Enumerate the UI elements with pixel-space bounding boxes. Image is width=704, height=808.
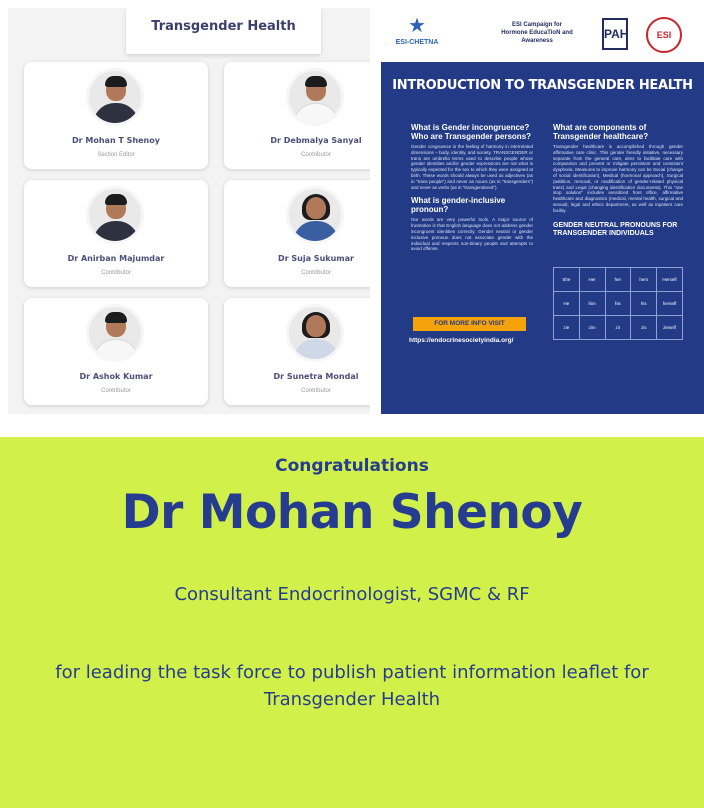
- leaflet-left-column: [411, 123, 533, 258]
- contributor-card[interactable]: [224, 180, 370, 287]
- contributor-card[interactable]: [24, 180, 208, 287]
- contributor-photo: [86, 304, 144, 362]
- table-row: [554, 292, 683, 316]
- pronoun-cell: hers: [631, 268, 657, 292]
- contributor-photo: [286, 304, 344, 362]
- leaflet-right-column: [553, 123, 683, 238]
- pronoun-body: Our words are very powerful tools. A major source of frustration is that English language does not address gender incongruent identities correctly. Gender neutral or gender inclusive pronoun does not associate gender with the individual and respects non-binary people and attempts to avoid offense.: [411, 217, 533, 252]
- contributor-role: Contributor: [101, 270, 131, 276]
- incongruence-heading: What is Gender incongruence? Who are Transgender persons?: [411, 123, 532, 141]
- pronoun-cell: zieself: [657, 316, 683, 340]
- table-row: [554, 268, 683, 292]
- contributor-role: Contributor: [301, 388, 331, 394]
- table-row: [554, 316, 683, 340]
- campaign-text: ESI Campaign for Hormone EducaTioN and Awareness: [501, 22, 573, 44]
- pronoun-cell: him: [579, 292, 605, 316]
- pah-logo: PAH: [602, 18, 628, 50]
- pronoun-cell: herself: [657, 292, 683, 316]
- award-reason: for leading the task force to publish patient information leaflet for Transgender Health: [55, 662, 649, 710]
- pronoun-cell: zis: [631, 316, 657, 340]
- contributor-card[interactable]: [24, 298, 208, 405]
- contributor-card[interactable]: [224, 298, 370, 405]
- contributor-card[interactable]: [224, 62, 370, 169]
- pronoun-cell: zie: [554, 316, 580, 340]
- leaflet-title: INTRODUCTION TO TRANSGENDER HEALTH: [392, 78, 693, 93]
- chetna-logo-text: ESI-CHETNA: [395, 39, 439, 46]
- chetna-mark-icon: ★: [408, 15, 426, 37]
- contributor-photo: [86, 68, 144, 126]
- contributor-name: Dr Ashok Kumar: [79, 372, 153, 381]
- pronoun-cell: zim: [579, 316, 605, 340]
- contributor-name: Dr Sunetra Mondal: [273, 372, 359, 381]
- pronoun-cell: Herself: [657, 268, 683, 292]
- healthcare-body: Transgender healthcare is accomplished through gender affirmative care clinic. This gender friendly initiative, necessary separate from the general care, aims to facilitate care with compassion and prevent or mitigate persistent and consistent dysphoria. Measures to improve harmony can be Social (change of social identification), Medical (hormonal approach), Surgical (addition, removal, or modification of gender-related physical traits) and Legal (changing identification documents). This "one stop solution" includes sensitized front office, affirmative healthcare and diagnostics (medical, mental health, surgical and sexual), legal and ethics department, as well as inpatient care facility.: [553, 144, 683, 213]
- contributor-photo: [286, 186, 344, 244]
- leaflet-panel: [381, 5, 704, 414]
- pronoun-table: [553, 267, 683, 340]
- contributor-role: Contributor: [301, 270, 331, 276]
- pronoun-cell: She: [554, 268, 580, 292]
- contributors-panel: [8, 8, 370, 414]
- contributor-name: Dr Suja Sukumar: [278, 254, 354, 263]
- more-info-button[interactable]: FOR MORE INFO VISIT: [413, 317, 526, 331]
- congrats-heading: Congratulations: [275, 456, 429, 476]
- esi-chetna-logo: [393, 13, 441, 46]
- contributor-photo: [286, 68, 344, 126]
- contributor-card[interactable]: [24, 62, 208, 169]
- pronoun-cell: Her: [579, 268, 605, 292]
- honoree-name: Dr Mohan Shenoy: [121, 485, 583, 540]
- pronoun-cell: He: [554, 292, 580, 316]
- pronoun-cell: zir: [605, 316, 631, 340]
- pronoun-cell: his: [605, 292, 631, 316]
- pronoun-heading: What is gender-inclusive pronoun?: [411, 196, 506, 215]
- pronoun-cell: his: [631, 292, 657, 316]
- contributor-name: Dr Debmalya Sanyal: [270, 136, 362, 145]
- contributor-role: Contributor: [101, 388, 131, 394]
- incongruence-body: Gender congruence is the feeling of harmony in interrelated dimensions – body, identity, and society. TRANSGENDER or trans are umbrella terms used to describe people whose gender identities and/or gender expressions are not what is typically expected for the sex to which they were assigned at birth. These words should always be used as adjectives (as in "trans people") and never as nouns (as in "transgenders") and never as verbs (as in "transgendered").: [411, 144, 533, 190]
- contributor-name: Dr Anirban Majumdar: [67, 254, 165, 263]
- contributor-photo: [86, 186, 144, 244]
- website-link[interactable]: https://endocrinesocietyindia.org/: [409, 337, 514, 344]
- honoree-designation: Consultant Endocrinologist, SGMC & RF: [174, 584, 530, 605]
- contributors-heading: Transgender Health: [151, 19, 296, 34]
- contributor-name: Dr Mohan T Shenoy: [72, 136, 160, 145]
- esi-seal-logo: ESI: [646, 17, 682, 53]
- healthcare-heading: What are components of Transgender healthcare?: [553, 123, 649, 141]
- contributor-role: Section Editor: [97, 152, 135, 158]
- congratulations-banner: [0, 437, 704, 808]
- neutral-pronouns-heading: GENDER NEUTRAL PRONOUNS FOR TRANSGENDER INDIVIDUALS: [553, 221, 678, 237]
- leaflet-header: [381, 5, 704, 62]
- contributor-role: Contributor: [301, 152, 331, 158]
- pronoun-cell: her: [605, 268, 631, 292]
- contributors-header: [126, 8, 321, 54]
